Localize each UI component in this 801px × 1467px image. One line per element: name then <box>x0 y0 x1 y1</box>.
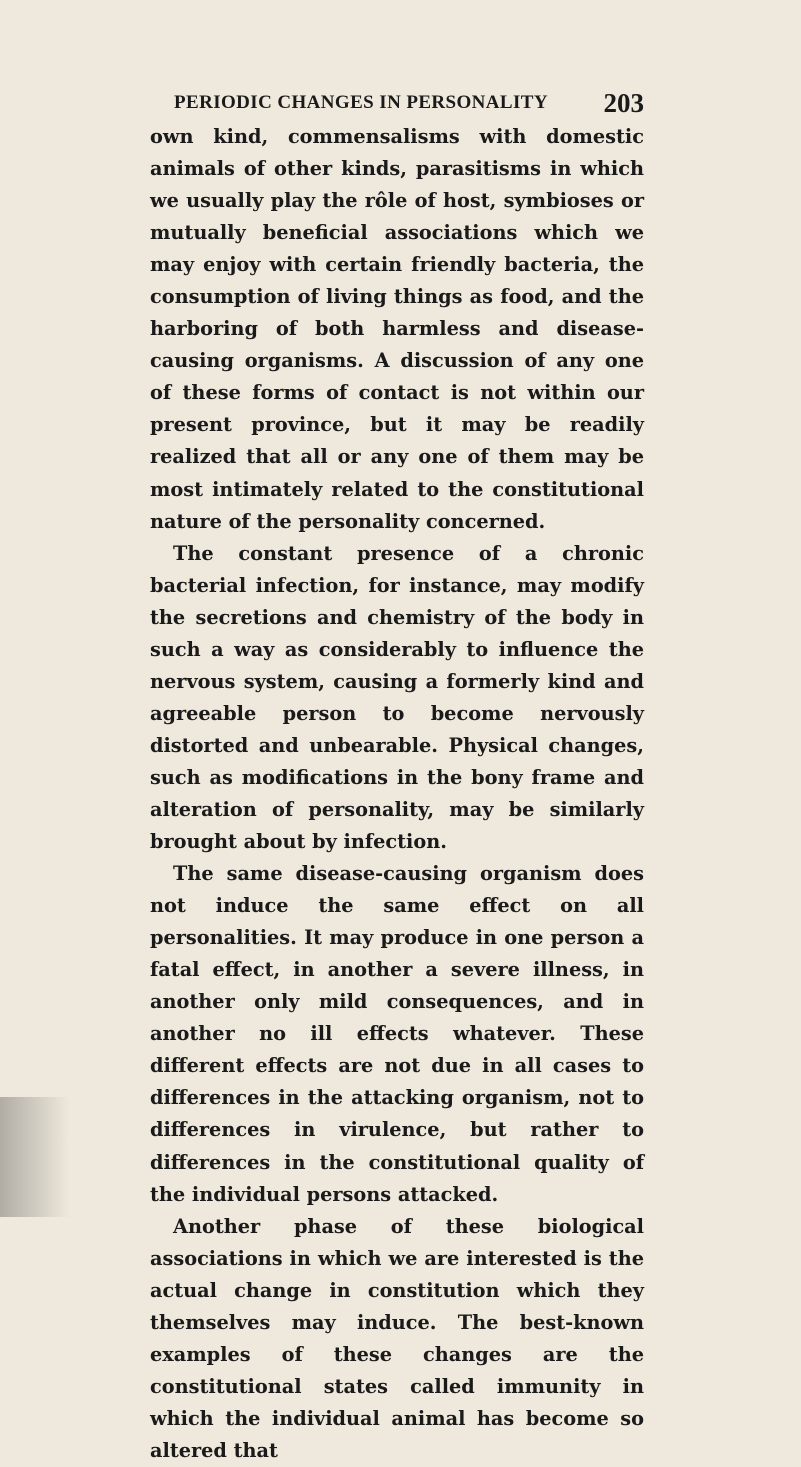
body-text <box>150 121 644 1467</box>
paragraph-same-organism: The same disease-causing organism does not induce the same effect on all personalities. It may produce in one person a fatal effect, in another a severe illness, in another only mild consequences, and in another no ill effects whatever. These different effects are not due in all cases to differences in the attacking organism, not to differences in virulence, but rather to differences in the constitutional quality of the individual persons attacked. <box>150 862 644 1206</box>
scan-edge-shadow <box>0 1097 70 1217</box>
running-title: PERIODIC CHANGES IN PERSONALITY <box>174 92 548 113</box>
paragraph-continued: own kind, commensalisms with domestic animals of other kinds, parasitisms in which we usually play the rôle of host, symbioses or mutually beneficial associations which we may enjoy with certain friendly bacteria, the consumption of living things as food, and the harboring of both harmless and disease-causing organisms. A discussion of any one of these forms of contact is not within our present province, but it may be readily realized that all or any one of them may be most intimately related to the constitutional nature of the personality concerned. <box>150 125 644 533</box>
paragraph-chronic-infection: The constant presence of a chronic bacterial infection, for instance, may modify the secretions and chemistry of the body in such a way as considerably to influence the nervous system, causing a formerly kind and agreeable person to become nervously distorted and unbearable. Physical changes, such as modifications in the bony frame and alteration of personality, may be similarly brought about by infection. <box>150 541 644 854</box>
page-number: 203 <box>603 88 644 118</box>
paragraph-biological-associations: Another phase of these biological associations in which we are interested is the actual change in constitution which they themselves may induce. The best-known examples of these changes are the constitutional states called immunity in which the individual animal has become so altered that <box>150 1214 644 1462</box>
running-head <box>174 88 644 118</box>
